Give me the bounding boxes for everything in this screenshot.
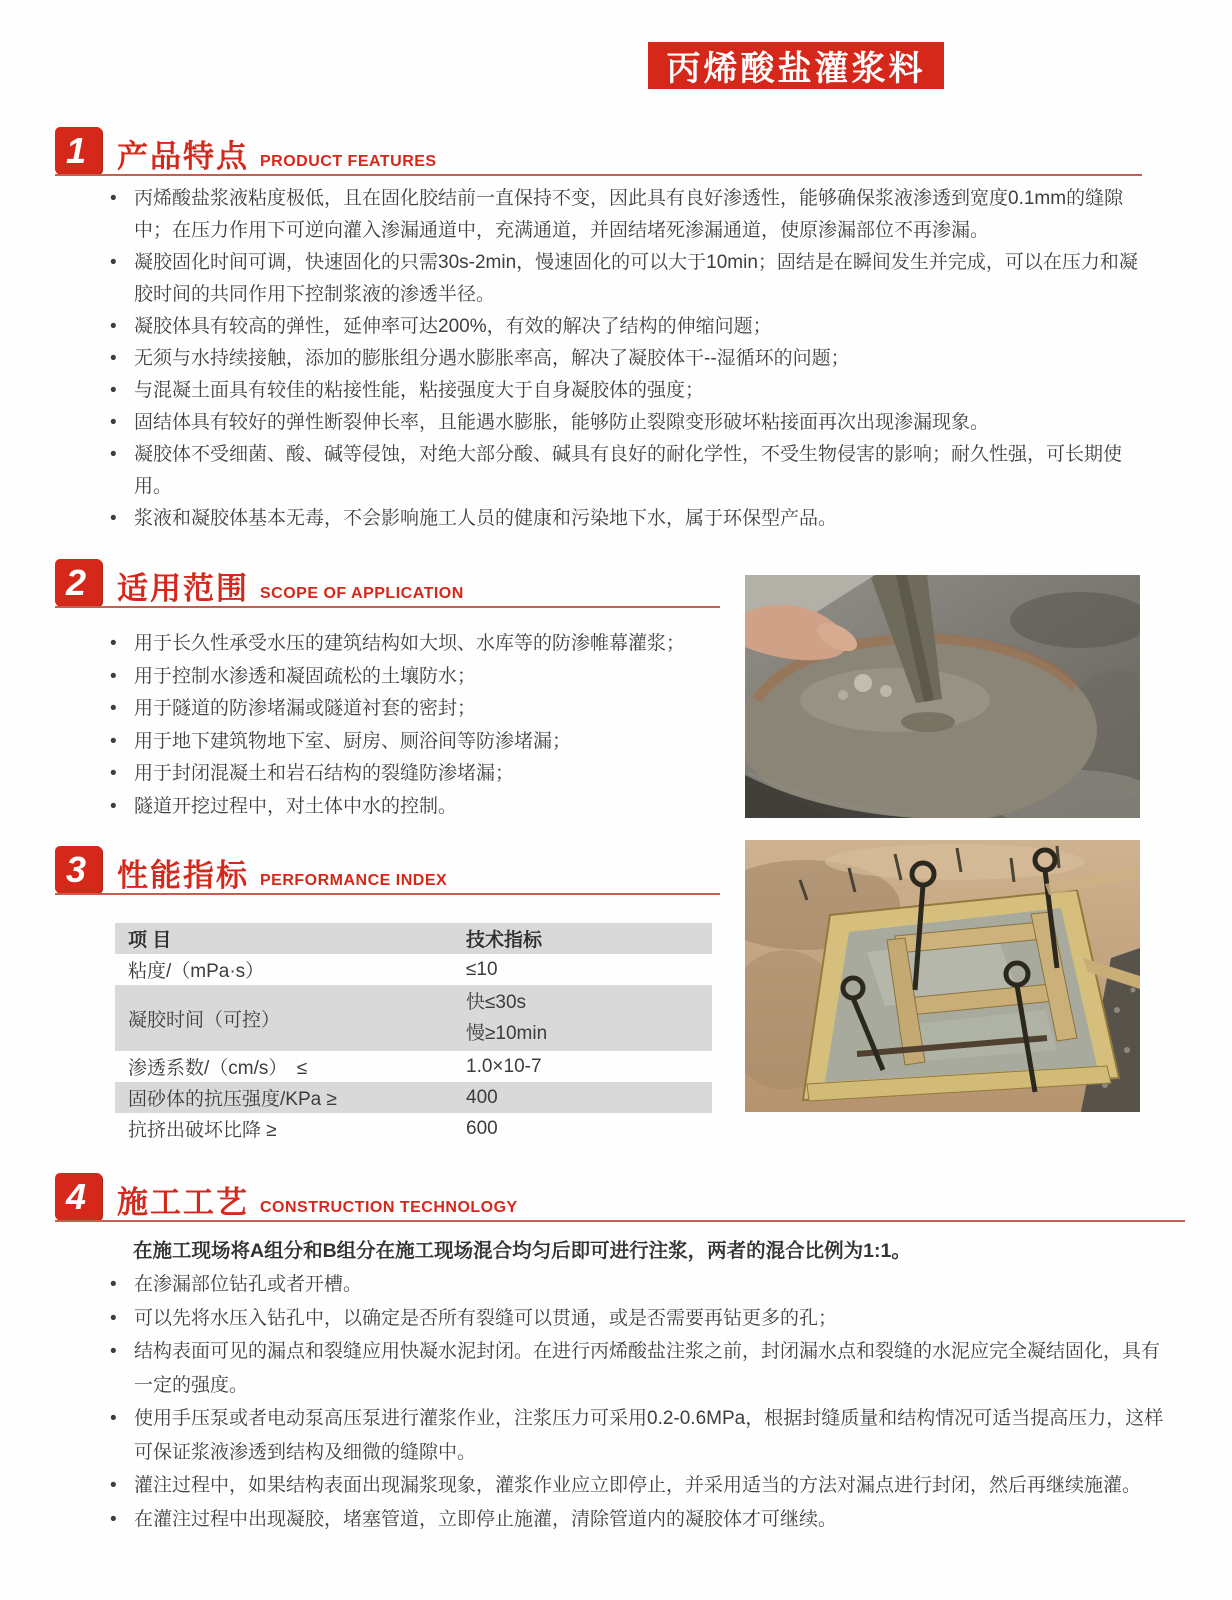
section-1-subtitle: PRODUCT FEATURES	[260, 153, 437, 170]
section-4-header	[55, 1170, 1185, 1220]
section-2-number-badge	[55, 559, 102, 606]
table-cell-value	[453, 985, 712, 1051]
table-cell-value: ≤10	[466, 958, 498, 980]
section-3-title: 性能指标	[117, 858, 249, 893]
section-1-title: 产品特点	[117, 139, 249, 174]
section-3-divider	[55, 893, 720, 895]
value-line-fast: 快≤30s	[466, 992, 527, 1013]
scope-of-application-list	[103, 628, 723, 824]
list-item: • 凝胶体具有较高的弹性，延伸率可达200%，有效的解决了结构的伸缩问题；	[103, 311, 1149, 343]
list-item: • 在灌注过程中出现凝胶，堵塞管道，立即停止施灌，清除管道内的凝胶体才可继续。	[103, 1503, 1169, 1537]
section-2-title: 适用范围	[117, 571, 249, 606]
section-3-header	[55, 843, 720, 893]
product-title: 丙烯酸盐灌浆料	[666, 50, 926, 88]
list-item: • 凝胶体不受细菌、酸、碱等侵蚀，对绝大部分酸、碱具有良好的耐化学性，不受生物侵害的影响；耐久性强，可长期使用。	[103, 439, 1149, 503]
section-4-title: 施工工艺	[117, 1185, 249, 1220]
column-header-item: 项 目	[128, 930, 172, 951]
section-2-subtitle: SCOPE OF APPLICATION	[260, 585, 464, 602]
list-item: • 用于地下建筑物地下室、厨房、厕浴间等防渗堵漏；	[103, 726, 723, 759]
section-3-subtitle: PERFORMANCE INDEX	[260, 872, 448, 889]
section-number: 1	[65, 129, 87, 171]
list-item: • 用于长久性承受水压的建筑结构如大坝、水库等的防渗帷幕灌浆；	[103, 628, 723, 661]
list-item: • 结构表面可见的漏点和裂缝应用快凝水泥封闭。在进行丙烯酸盐注浆之前，封闭漏水点和裂缝的水泥应完全凝结固化，具有一定的强度。	[103, 1335, 1169, 1402]
table-row	[115, 954, 712, 985]
formwork-grouting-illustration	[745, 840, 1140, 1112]
list-item: • 丙烯酸盐浆液粘度极低，且在固化胶结前一直保持不变，因此具有良好渗透性，能够确保浆液渗透到宽度0.1mm的缝隙中；在压力作用下可逆向灌入渗漏通道中，充满通道，并固结堵死渗漏通道，使原渗漏部位不再渗漏。	[103, 183, 1149, 247]
list-item: • 凝胶固化时间可调，快速固化的只需30s-2min，慢速固化的可以大于10min；固结是在瞬间发生并完成，可以在压力和凝胶时间的共同作用下控制浆液的渗透半径。	[103, 247, 1149, 311]
value-line-slow: 慢≥10min	[466, 1023, 548, 1044]
section-4-number-badge	[55, 1173, 102, 1220]
table-cell-value: 600	[466, 1117, 498, 1139]
section-number: 3	[65, 848, 87, 890]
table-cell-item: 粘度/（mPa·s）	[128, 961, 265, 982]
table-row	[115, 985, 712, 1051]
list-item: • 使用手压泵或者电动泵高压泵进行灌浆作业，注浆压力可采用0.2-0.6MPa，根据封缝质量和结构情况可适当提高压力，这样可保证浆液渗透到结构及细微的缝隙中。	[103, 1402, 1169, 1469]
product-features-list	[103, 183, 1149, 535]
table-header-row	[115, 923, 712, 954]
section-4-divider	[55, 1220, 1185, 1222]
section-4-subtitle: CONSTRUCTION TECHNOLOGY	[260, 1199, 518, 1216]
table-cell-item: 渗透系数/（cm/s） ≤	[128, 1058, 308, 1079]
list-item: • 用于封闭混凝土和岩石结构的裂缝防渗堵漏；	[103, 758, 723, 791]
section-number: 2	[65, 561, 87, 603]
list-item: • 浆液和凝胶体基本无毒，不会影响施工人员的健康和污染地下水，属于环保型产品。	[103, 503, 1149, 535]
list-item: • 灌注过程中，如果结构表面出现漏浆现象，灌浆作业应立即停止，并采用适当的方法对漏点进行封闭，然后再继续施灌。	[103, 1469, 1169, 1503]
list-item: • 用于控制水渗透和凝固疏松的土壤防水；	[103, 661, 723, 694]
table-row	[115, 1082, 712, 1113]
slurry-mixing-photo	[745, 575, 1140, 818]
list-item: • 与混凝土面具有较佳的粘接性能，粘接强度大于自身凝胶体的强度；	[103, 375, 1149, 407]
list-item: • 无须与水持续接触，添加的膨胀组分遇水膨胀率高，解决了凝胶体干--湿循环的问题；	[103, 343, 1149, 375]
product-title-banner	[648, 42, 944, 89]
column-header-value: 技术指标	[466, 930, 543, 951]
table-cell-value: 400	[466, 1086, 498, 1108]
table-cell-item: 固砂体的抗压强度/KPa ≥	[128, 1089, 337, 1110]
list-item: • 用于隧道的防渗堵漏或隧道衬套的密封；	[103, 693, 723, 726]
construction-intro: 在施工现场将A组分和B组分在施工现场混合均匀后即可进行注浆，两者的混合比例为1:1。	[133, 1240, 911, 1262]
section-3-number-badge	[55, 846, 102, 893]
section-number: 4	[65, 1175, 87, 1217]
formwork-grouting-photo	[745, 840, 1140, 1112]
construction-steps-list	[103, 1268, 1169, 1536]
table-row	[115, 1113, 712, 1144]
section-2-header	[55, 556, 720, 606]
list-item: • 固结体具有较好的弹性断裂伸长率，且能遇水膨胀，能够防止裂隙变形破坏粘接面再次出现渗漏现象。	[103, 407, 1149, 439]
performance-index-table	[115, 923, 712, 1144]
table-cell-item: 抗挤出破坏比降 ≥	[128, 1120, 277, 1141]
list-item: • 隧道开挖过程中，对土体中水的控制。	[103, 791, 723, 824]
table-cell-value: 1.0×10-7	[466, 1055, 542, 1077]
section-2-divider	[55, 606, 720, 608]
section-1-number-badge	[55, 127, 102, 174]
section-1-header	[55, 124, 1142, 174]
list-item: • 在渗漏部位钻孔或者开槽。	[103, 1268, 1169, 1302]
table-row	[115, 1051, 712, 1082]
list-item: • 可以先将水压入钻孔中，以确定是否所有裂缝可以贯通，或是否需要再钻更多的孔；	[103, 1302, 1169, 1336]
table-cell-item: 凝胶时间（可控）	[128, 1009, 281, 1031]
section-1-divider	[55, 174, 1142, 176]
slurry-mixing-illustration	[745, 575, 1140, 818]
